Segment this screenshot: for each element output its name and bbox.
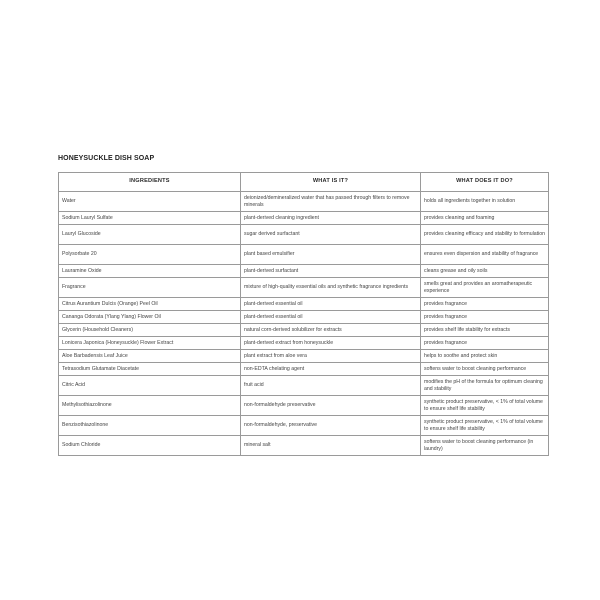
ingredient-cell: Citrus Aurantium Dulcis (Orange) Peel Oil bbox=[59, 298, 241, 311]
ingredient-cell: Lauramine Oxide bbox=[59, 265, 241, 278]
what-does-it-do-cell: provides cleaning and foaming bbox=[421, 212, 549, 225]
what-is-it-cell: plant-derived essential oil bbox=[241, 311, 421, 324]
what-does-it-do-cell: smells great and provides an aromatherapeutic experience bbox=[421, 278, 549, 298]
what-is-it-cell: mineral salt bbox=[241, 436, 421, 456]
table-row bbox=[59, 212, 549, 225]
ingredients-table bbox=[58, 172, 549, 456]
table-row bbox=[59, 225, 549, 245]
ingredient-cell: Tetrasodium Glutamate Diacetate bbox=[59, 363, 241, 376]
what-does-it-do-cell: cleans grease and oily soils bbox=[421, 265, 549, 278]
what-is-it-cell: plant based emulsifier bbox=[241, 245, 421, 265]
ingredient-cell: Benzisothiazolinone bbox=[59, 416, 241, 436]
what-does-it-do-cell: helps to soothe and protect skin bbox=[421, 350, 549, 363]
what-does-it-do-cell: synthetic product preservative, < 1% of total volume to ensure shelf life stability bbox=[421, 396, 549, 416]
ingredient-cell: Lauryl Glucoside bbox=[59, 225, 241, 245]
what-does-it-do-cell: provides fragrance bbox=[421, 311, 549, 324]
what-does-it-do-cell: ensures even dispersion and stability of fragrance bbox=[421, 245, 549, 265]
table-row bbox=[59, 436, 549, 456]
what-is-it-cell: fruit acid bbox=[241, 376, 421, 396]
what-is-it-cell: plant-derived surfactant bbox=[241, 265, 421, 278]
table-row bbox=[59, 265, 549, 278]
table-row bbox=[59, 324, 549, 337]
table-row bbox=[59, 350, 549, 363]
what-does-it-do-cell: modifies the pH of the formula for optimum cleaning and stability bbox=[421, 376, 549, 396]
what-does-it-do-cell: provides cleaning efficacy and stability to formulation bbox=[421, 225, 549, 245]
table-row bbox=[59, 192, 549, 212]
what-is-it-cell: non-formaldehyde, preservative bbox=[241, 416, 421, 436]
what-is-it-cell: plant-derived essential oil bbox=[241, 298, 421, 311]
what-is-it-cell: non-formaldehyde preservative bbox=[241, 396, 421, 416]
ingredient-cell: Fragrance bbox=[59, 278, 241, 298]
what-does-it-do-cell: provides fragrance bbox=[421, 298, 549, 311]
table-row bbox=[59, 376, 549, 396]
column-header-what-does-it-do: WHAT DOES IT DO? bbox=[421, 173, 549, 192]
what-is-it-cell: non-EDTA chelating agent bbox=[241, 363, 421, 376]
table-row bbox=[59, 363, 549, 376]
what-does-it-do-cell: synthetic product preservative, < 1% of total volume to ensure shelf life stability bbox=[421, 416, 549, 436]
column-header-ingredients: INGREDIENTS bbox=[59, 173, 241, 192]
table-row bbox=[59, 396, 549, 416]
what-does-it-do-cell: holds all ingredients together in solution bbox=[421, 192, 549, 212]
ingredient-cell: Lonicera Japonica (Honeysuckle) Flower Extract bbox=[59, 337, 241, 350]
ingredient-cell: Cananga Odorata (Ylang Ylang) Flower Oil bbox=[59, 311, 241, 324]
what-does-it-do-cell: softens water to boost cleaning performance (in laundry) bbox=[421, 436, 549, 456]
table-row bbox=[59, 416, 549, 436]
table-row bbox=[59, 298, 549, 311]
column-header-what-is-it: WHAT IS IT? bbox=[241, 173, 421, 192]
ingredient-cell: Polysorbate 20 bbox=[59, 245, 241, 265]
what-is-it-cell: sugar derived surfactant bbox=[241, 225, 421, 245]
ingredient-cell: Methylisothiazolinone bbox=[59, 396, 241, 416]
product-title: HONEYSUCKLE DISH SOAP bbox=[58, 155, 155, 162]
table-row bbox=[59, 337, 549, 350]
ingredient-cell: Aloe Barbadensis Leaf Juice bbox=[59, 350, 241, 363]
ingredient-cell: Citric Acid bbox=[59, 376, 241, 396]
what-is-it-cell: plant extract from aloe vera bbox=[241, 350, 421, 363]
what-does-it-do-cell: softens water to boost cleaning performance bbox=[421, 363, 549, 376]
table-row bbox=[59, 311, 549, 324]
what-is-it-cell: plant-derived cleaning ingredient bbox=[241, 212, 421, 225]
ingredient-cell: Sodium Chloride bbox=[59, 436, 241, 456]
table-row bbox=[59, 278, 549, 298]
ingredient-cell: Glycerin (Household Cleaners) bbox=[59, 324, 241, 337]
ingredient-cell: Water bbox=[59, 192, 241, 212]
what-is-it-cell: deionized/demineralized water that has passed through filters to remove minerals bbox=[241, 192, 421, 212]
what-does-it-do-cell: provides shelf life stability for extracts bbox=[421, 324, 549, 337]
what-does-it-do-cell: provides fragrance bbox=[421, 337, 549, 350]
what-is-it-cell: mixture of high-quality essential oils and synthetic fragrance ingredients bbox=[241, 278, 421, 298]
what-is-it-cell: plant-derived extract from honeysuckle bbox=[241, 337, 421, 350]
table-row bbox=[59, 245, 549, 265]
ingredient-cell: Sodium Lauryl Sulfate bbox=[59, 212, 241, 225]
what-is-it-cell: natural corn-derived solubilizer for extracts bbox=[241, 324, 421, 337]
table-header-row bbox=[59, 173, 549, 192]
